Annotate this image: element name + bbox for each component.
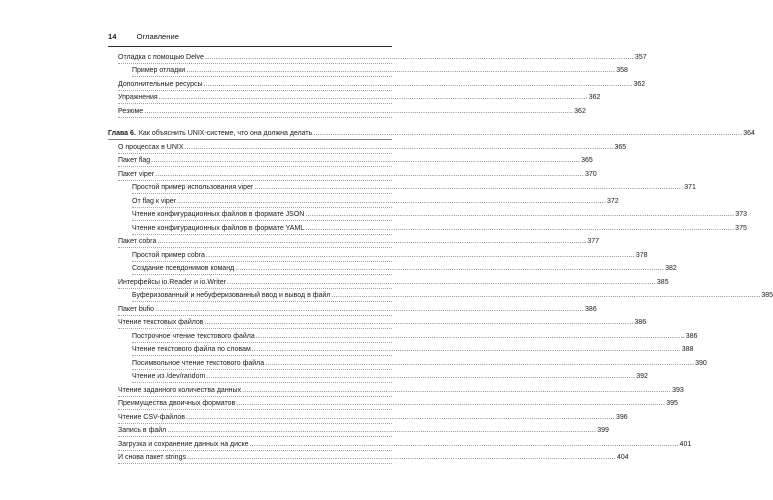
toc-entry-title-text: Чтение текстового файла по словам [132, 346, 251, 353]
toc-entry-page: 386 [634, 319, 647, 326]
toc-entry-title-text: Чтение конфигурационных файлов в формате YAML [132, 224, 305, 232]
toc-entry-page: 401 [679, 440, 692, 448]
toc-row [118, 451, 629, 465]
dot-leader: ........................................................................................................................................................................................................ [255, 332, 685, 340]
toc-row [132, 221, 747, 235]
toc-entry-title-text: Как объяснить UNIX-системе, что она должна делать [138, 130, 313, 137]
toc-entry-title [118, 278, 226, 288]
dot-leader: ........................................................................................................................................................................................................ [186, 454, 616, 461]
toc-entry-title [118, 93, 158, 103]
toc-entry-title [118, 143, 184, 153]
toc-entry-title-text: Простой пример cobra [132, 251, 205, 259]
toc-entry-page: 362 [633, 80, 646, 88]
toc-entry-page: 390 [695, 359, 707, 367]
dot-leader: ........................................................................................................................................................................................................ [205, 251, 635, 259]
toc-row [118, 167, 597, 181]
dot-leader: ........................................................................................................................................................................................................ [206, 373, 636, 380]
toc-entry-page: 371 [684, 184, 696, 191]
toc-entry-page: 373 [735, 211, 747, 218]
toc-entry-title-text: И снова пакет strings [118, 454, 186, 461]
running-title: Оглавление [136, 32, 179, 41]
toc-entry-page: 399 [597, 427, 609, 434]
dot-leader: ........................................................................................................................................................................................................ [235, 265, 665, 272]
toc-entry-page: 377 [587, 238, 600, 245]
toc-entry-title-text: Отладка с помощью Delve [118, 53, 204, 61]
toc-entry-title-text: Пример отладки [132, 67, 186, 74]
toc-row [118, 50, 647, 64]
toc-entry-title [132, 210, 304, 220]
toc-entry-title [118, 107, 143, 117]
toc-entry-page: 358 [616, 67, 628, 74]
toc-entry-title [118, 399, 235, 409]
toc-entry-title-text: О процессах в UNIX [118, 143, 184, 151]
dot-leader: ........................................................................................................................................................................................................ [249, 440, 679, 448]
toc-row [132, 289, 773, 303]
dot-leader: ........................................................................................................................................................................................................ [157, 238, 587, 245]
table-of-contents [108, 50, 773, 464]
toc-row [118, 154, 593, 168]
toc-row [132, 64, 628, 78]
toc-entry-title-text: Пакет flag [118, 157, 151, 164]
toc-row [132, 370, 648, 384]
toc-row [118, 275, 669, 289]
toc-entry-title-text: Пакет viper [118, 170, 155, 178]
toc-entry-title [108, 129, 312, 139]
toc-row [132, 343, 694, 357]
toc-entry-title-text: Загрузка и сохранение данных на диске [118, 440, 249, 448]
dot-leader: ........................................................................................................................................................................................................ [305, 224, 735, 232]
toc-entry-page: 385 [656, 278, 669, 286]
dot-leader: ........................................................................................................................................................................................................ [185, 413, 615, 421]
toc-row [118, 77, 646, 91]
toc-row [118, 316, 647, 330]
toc-entry-title-text: Чтение CSV-файлов [118, 413, 185, 421]
toc-entry-page: 386 [585, 305, 597, 313]
toc-row [118, 302, 597, 316]
toc-row [118, 410, 628, 424]
toc-entry-page: 404 [616, 454, 629, 461]
toc-entry-title-text: Пакет cobra [118, 238, 157, 245]
toc-entry-title [118, 426, 166, 436]
dot-leader: ........................................................................................................................................................................................................ [331, 292, 761, 299]
toc-entry-page: 364 [743, 130, 755, 137]
toc-row [132, 194, 619, 208]
toc-entry-page: 386 [685, 332, 698, 340]
toc-entry-title-text: Чтение текстовых файлов [118, 319, 204, 326]
toc-entry-page: 378 [635, 251, 648, 259]
toc-row [118, 424, 609, 438]
dot-leader: ........................................................................................................................................................................................................ [177, 197, 606, 205]
dot-leader: ........................................................................................................................................................................................................ [313, 130, 743, 137]
toc-entry-page: 392 [636, 373, 648, 380]
toc-row [118, 104, 586, 118]
toc-entry-title [118, 53, 204, 63]
toc-row [118, 383, 684, 397]
toc-entry-title [118, 386, 241, 396]
toc-entry-page: 393 [672, 386, 684, 394]
toc-entry-title [118, 237, 156, 247]
toc-entry-title-text: Построчное чтение текстового файла [132, 332, 255, 340]
toc-entry-title [132, 264, 234, 274]
dot-leader: ........................................................................................................................................................................................................ [226, 278, 656, 286]
dot-leader: ........................................................................................................................................................................................................ [167, 427, 597, 434]
toc-entry-title [132, 345, 251, 355]
toc-entry-title [132, 66, 185, 76]
dot-leader: ........................................................................................................................................................................................................ [184, 143, 614, 151]
dot-leader: ........................................................................................................................................................................................................ [155, 305, 585, 313]
toc-entry-page: 365 [581, 157, 593, 164]
toc-entry-title [118, 440, 249, 450]
dot-leader: ........................................................................................................................................................................................................ [186, 67, 616, 74]
toc-row [118, 91, 601, 105]
dot-leader: ........................................................................................................................................................................................................ [151, 157, 581, 164]
toc-entry-page: 388 [681, 346, 694, 353]
toc-entry-title-text: От flag к viper [132, 197, 177, 205]
toc-entry-title [132, 251, 205, 261]
toc-entry-title [132, 332, 255, 342]
chapter-label: Глава 6. [108, 130, 136, 137]
toc-entry-title-text: Пакет bufio [118, 305, 155, 313]
toc-entry-page: 362 [588, 94, 601, 101]
toc-entry-title-text: Чтение конфигурационных файлов в формате JSON [132, 211, 305, 218]
toc-entry-title-text: Дополнительные ресурсы [118, 80, 203, 88]
dot-leader: ........................................................................................................................................................................................................ [204, 53, 634, 61]
toc-entry-title [132, 372, 205, 382]
toc-entry-page: 385 [761, 292, 773, 299]
toc-row [118, 140, 627, 154]
toc-chapter-row [108, 127, 755, 141]
toc-entry-title [118, 170, 154, 180]
dot-leader: ........................................................................................................................................................................................................ [203, 80, 633, 88]
toc-entry-page: 370 [585, 170, 597, 178]
toc-row [132, 248, 648, 262]
toc-entry-page: 365 [614, 143, 627, 151]
toc-entry-title-text: Интерфейсы io.Reader и io.Writer [118, 278, 226, 286]
toc-entry-title [118, 453, 186, 463]
toc-entry-title-text: Чтение из /dev/random [132, 373, 206, 380]
toc-entry-title-text: Посимвольное чтение текстового файла [132, 359, 265, 367]
toc-entry-title-text: Упражнения [118, 94, 158, 101]
dot-leader: ........................................................................................................................................................................................................ [236, 400, 666, 407]
dot-leader: ........................................................................................................................................................................................................ [204, 319, 634, 326]
dot-leader: ........................................................................................................................................................................................................ [254, 184, 684, 191]
dot-leader: ........................................................................................................................................................................................................ [144, 107, 574, 115]
dot-leader: ........................................................................................................................................................................................................ [155, 170, 585, 178]
toc-entry-page: 362 [574, 107, 586, 115]
dot-leader: ........................................................................................................................................................................................................ [158, 94, 588, 101]
toc-entry-title [132, 359, 264, 369]
toc-entry-page: 395 [666, 400, 678, 407]
toc-row [118, 397, 678, 411]
dot-leader: ........................................................................................................................................................................................................ [305, 211, 735, 218]
toc-entry-title-text: Создание псевдонимов команд [132, 265, 235, 272]
toc-entry-title [118, 413, 185, 423]
toc-entry-title [118, 156, 150, 166]
dot-leader: ........................................................................................................................................................................................................ [242, 386, 672, 394]
toc-entry-title [118, 80, 203, 90]
toc-row [118, 235, 600, 249]
toc-entry-title [132, 197, 176, 207]
toc-entry-title [118, 318, 204, 328]
toc-row [132, 208, 747, 222]
toc-row [118, 437, 692, 451]
toc-entry-title-text: Резюме [118, 107, 144, 115]
toc-row [132, 329, 698, 343]
dot-leader: ........................................................................................................................................................................................................ [265, 359, 695, 367]
toc-entry-page: 357 [634, 53, 647, 61]
toc-entry-title [132, 291, 330, 301]
toc-row [132, 181, 696, 195]
toc-entry-page: 375 [735, 224, 747, 232]
toc-entry-title-text: Запись в файл [118, 427, 167, 434]
toc-entry-title-text: Простой пример использования viper [132, 184, 254, 191]
toc-entry-title [132, 183, 253, 193]
toc-entry-page: 372 [606, 197, 619, 205]
toc-entry-title-text: Чтение заданного количества данных [118, 386, 242, 394]
toc-entry-page: 396 [615, 413, 628, 421]
toc-entry-title [132, 224, 304, 234]
toc-entry-title [118, 305, 154, 315]
toc-row [132, 262, 677, 276]
toc-entry-title-text: Преимущества двоичных форматов [118, 400, 236, 407]
running-head [108, 28, 392, 47]
dot-leader: ........................................................................................................................................................................................................ [251, 346, 681, 353]
toc-entry-title-text: Буферизованный и небуферизованный ввод и вывод в файл [132, 292, 331, 299]
page-number: 14 [108, 32, 117, 41]
toc-row [132, 356, 707, 370]
toc-entry-page: 382 [665, 265, 677, 272]
